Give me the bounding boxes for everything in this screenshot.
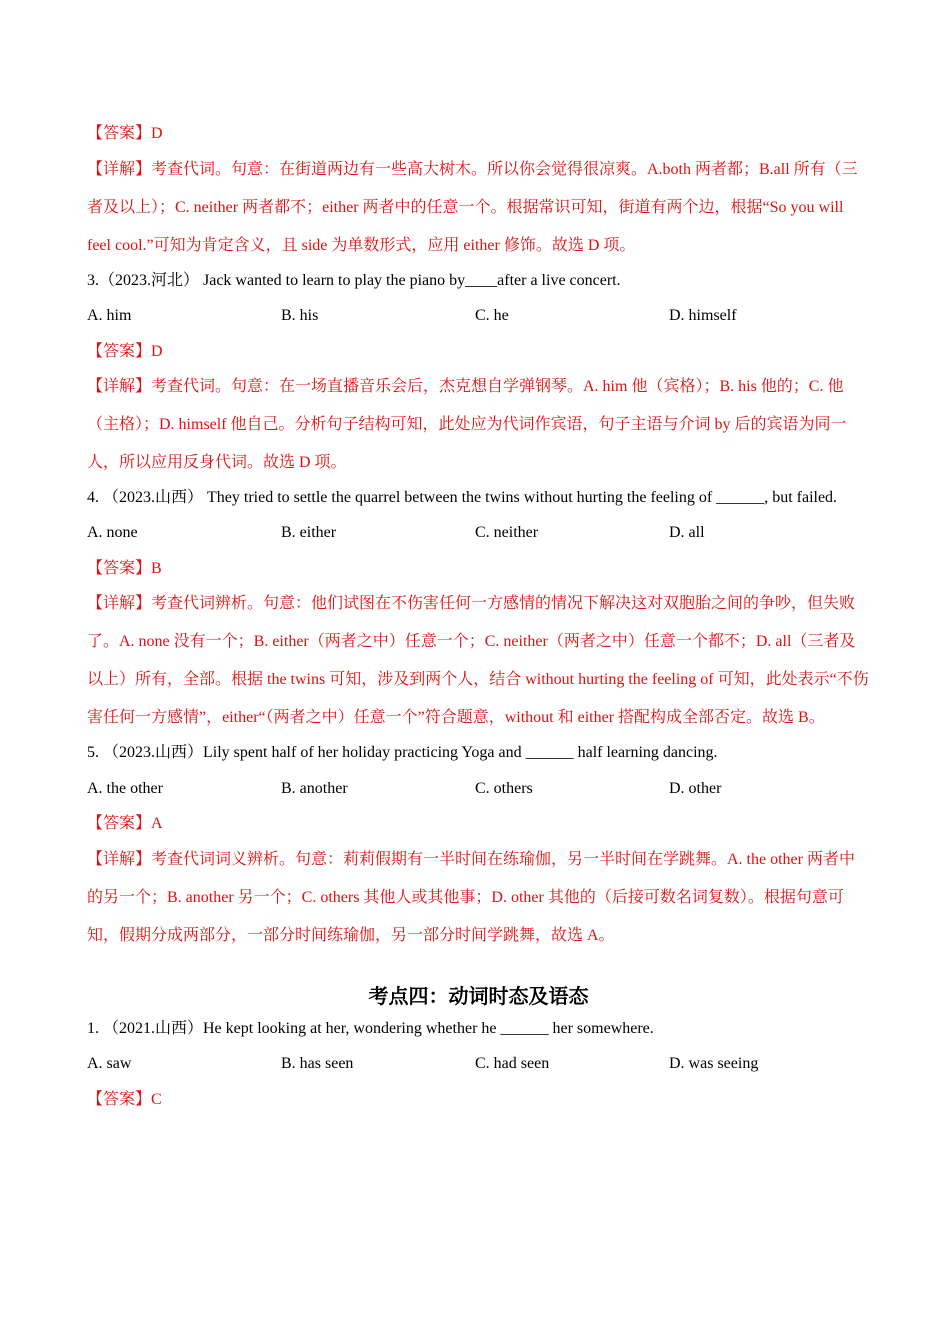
answer-q4: 【答案】B [87,559,162,577]
section-heading: 考点四：动词时态及语态 [368,983,589,1008]
question-4-stem: 4. （2023.山西） They tried to settle the quarrel between the twins without hurting the feeling of ______, but failed. [87,489,838,506]
answer-q2: 【答案】D [87,125,163,142]
option-a: A. the other [87,779,163,797]
option-c: C. neither [475,524,539,541]
answer-s4q1: 【答案】C [87,1090,162,1108]
detail-q4: 【详解】考查代词辨析。句意：他们试图在不伤害任何一方感情的情况下解决这对双胞胎之间的争吵，但失败了。A. none 没有一个；B. either（两者之中）任意一个；C. neither（两者之中）任意一个都不；D. all（三者及以上）所有，全部。根据 the twins 可知，涉及到两个人，结合 without hurting the feeling of 可知，此处表示“不伤害任何一方感情”，either“（两者之中）任意一个”符合题意，without 和 either 搭配构成全部否定。故选 B。 [87,595,869,726]
question-5-options [87,779,870,799]
option-c: C. others [475,779,533,797]
answer-q3: 【答案】D [87,342,163,360]
detail-q3: 【详解】考查代词。句意：在一场直播音乐会后，杰克想自学弹钢琴。A. him 他（宾格）；B. his 他的；C. 他（主格）；D. himself 他自己。分析句子结构可知，此处应为代词作宾语，句子主语与介词 by 后的宾语为同一人，所以应用反身代词。故选 D 项。 [87,378,847,471]
question-5-stem: 5. （2023.山西）Lily spent half of her holiday practicing Yoga and ______ half learning dancing. [87,744,718,761]
option-b: B. another [281,779,348,797]
question-4-options [87,523,870,543]
option-d: D. himself [669,307,737,324]
option-b: B. either [281,524,337,541]
option-a: A. none [87,524,138,541]
answer-q5: 【答案】A [87,815,163,832]
option-d: D. was seeing [669,1055,759,1072]
section4-question-1-stem: 1. （2021.山西）He kept looking at her, wondering whether he ______ her somewhere. [87,1019,654,1037]
option-a: A. him [87,307,132,324]
detail-q5: 【详解】考查代词词义辨析。句意：莉莉假期有一半时间在练瑜伽，另一半时间在学跳舞。A. the other 两者中的另一个；B. another 另一个；C. others 其他人或其他事；D. other 其他的（后接可数名词复数）。根据句意可知，假期分成两部分，一部分时间练瑜伽，另一部分时间学跳舞，故选 A。 [87,850,855,944]
option-c: C. had seen [475,1055,550,1072]
option-b: B. has seen [281,1055,354,1072]
section4-question-1-options [87,1054,870,1074]
question-3-options [87,306,870,326]
question-3-stem: 3.（2023.河北） Jack wanted to learn to play the piano by____after a live concert. [87,271,621,289]
option-c: C. he [475,307,509,324]
option-b: B. his [281,307,319,324]
option-d: D. other [669,779,722,797]
option-d: D. all [669,524,705,541]
detail-q2: 【详解】考查代词。句意：在街道两边有一些高大树木。所以你会觉得很凉爽。A.both 两者都；B.all 所有（三者及以上）；C. neither 两者都不；either 两者中的任意一个。根据常识可知，街道有两个边，根据“So you will feel cool.”可知为肯定含义，且 side 为单数形式，应用 either 修饰。故选 D 项。 [87,160,858,254]
option-a: A. saw [87,1055,132,1072]
